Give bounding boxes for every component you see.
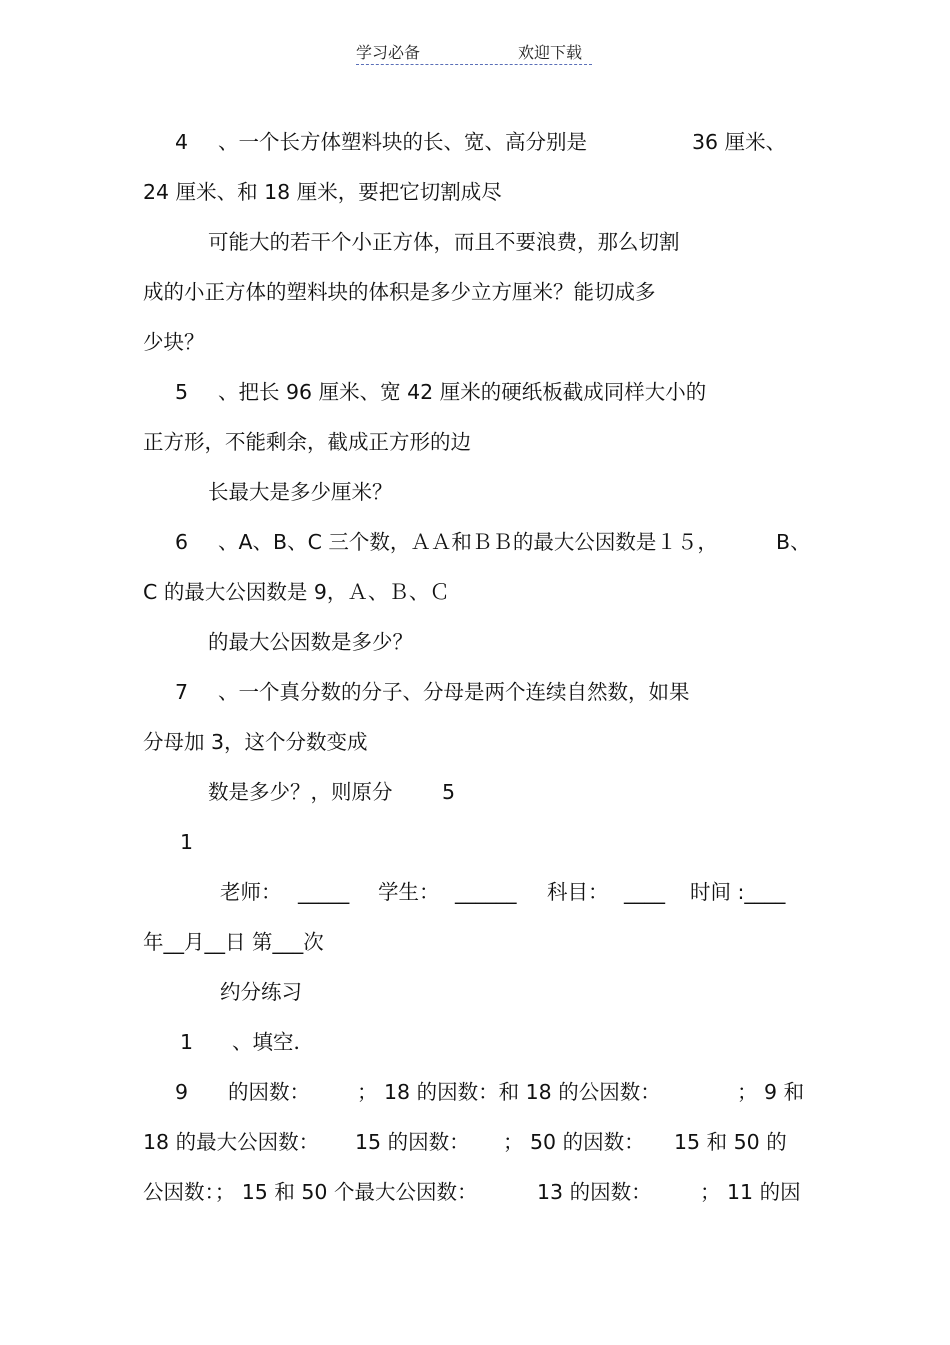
header-right-text: 欢迎下载 xyxy=(518,43,583,62)
fill-in-line-3 xyxy=(0,1178,950,1208)
problem-number: 5 xyxy=(175,380,189,404)
problem-text: B、 xyxy=(776,530,811,554)
problem-4-line-3 xyxy=(0,228,950,258)
problem-5-line-2 xyxy=(0,428,950,458)
problem-text: 18 的最大公因数： xyxy=(143,1130,320,1154)
time-label: 时间 :____ xyxy=(690,880,786,904)
problem-7-line-1 xyxy=(0,678,950,708)
problem-4-line-4 xyxy=(0,278,950,308)
problem-number: 7 xyxy=(175,680,189,704)
problem-4-line-1 xyxy=(0,128,950,158)
problem-text: 公因数：； 15 和 50 个最大公因数： xyxy=(143,1180,478,1204)
problem-text: 、一个长方体塑料块的长、宽、高分别是 xyxy=(218,130,587,154)
problem-text: 1 xyxy=(180,830,194,854)
section-title-text: 约分练习 xyxy=(220,980,302,1004)
problem-text: 、一个真分数的分子、分母是两个连续自然数，如果 xyxy=(218,680,690,704)
problem-text: 正方形，不能剩余，截成正方形的边 xyxy=(143,430,471,454)
problem-text: 5 xyxy=(442,780,456,804)
problem-5-line-3 xyxy=(0,478,950,508)
page-header xyxy=(356,40,592,66)
problem-text: 分母加 3，这个分数变成 xyxy=(143,730,368,754)
problem-7-line-4 xyxy=(0,828,950,858)
problem-text: 、把长 96 厘米、宽 42 厘米的硬纸板截成同样大小的 xyxy=(218,380,707,404)
problem-text: 、填空． xyxy=(232,1030,314,1054)
problem-text: 少块？ xyxy=(143,330,205,354)
problem-5-line-1 xyxy=(0,378,950,408)
problem-number: 6 xyxy=(175,530,189,554)
problem-text: ； 9 和 xyxy=(737,1080,805,1104)
teacher-label: 老师： xyxy=(220,880,282,904)
problem-text: 9 xyxy=(175,1080,189,1104)
problem-text: C 的最大公因数是 9，Ａ、Ｂ、Ｃ xyxy=(143,580,450,604)
problem-6-line-3 xyxy=(0,628,950,658)
header-left-text: 学习必备 xyxy=(356,43,421,62)
header-divider xyxy=(356,64,592,65)
problem-text: 长最大是多少厘米？ xyxy=(208,480,393,504)
problem-text: 24 厘米、和 18 厘米，要把它切割成尽 xyxy=(143,180,502,204)
date-text: 年__月__日 第___次 xyxy=(143,930,324,954)
problem-7-line-3 xyxy=(0,778,950,808)
fill-in-heading xyxy=(0,1028,950,1058)
problem-4-line-5 xyxy=(0,328,950,358)
fill-in-line-2 xyxy=(0,1128,950,1158)
problem-number: 1 xyxy=(180,1030,194,1054)
problem-text: 可能大的若干个小正方体，而且不要浪费，那么切割 xyxy=(208,230,680,254)
subject-label: 科目： xyxy=(547,880,609,904)
problem-text: 36 厘米、 xyxy=(692,130,787,154)
problem-text: 15 和 50 的 xyxy=(674,1130,787,1154)
problem-6-line-2 xyxy=(0,578,950,608)
problem-text: 15 的因数： xyxy=(355,1130,470,1154)
student-blank: ______ xyxy=(455,880,517,904)
section-title xyxy=(0,978,950,1008)
problem-text: ； 50 的因数： xyxy=(503,1130,645,1154)
problem-number: 4 xyxy=(175,130,189,154)
problem-7-line-2 xyxy=(0,728,950,758)
subject-blank: ____ xyxy=(624,880,665,904)
problem-4-line-2 xyxy=(0,178,950,208)
fill-in-line-1 xyxy=(0,1078,950,1108)
problem-text: 13 的因数： xyxy=(537,1180,652,1204)
problem-text: 数是多少？，则原分 xyxy=(208,780,393,804)
problem-6-line-1 xyxy=(0,528,950,558)
problem-text: 的因数： xyxy=(228,1080,310,1104)
problem-text: 的最大公因数是多少？ xyxy=(208,630,413,654)
student-label: 学生： xyxy=(378,880,440,904)
date-row xyxy=(0,928,950,958)
problem-text: ； 11 的因 xyxy=(700,1180,801,1204)
problem-text: 、A、B、C 三个数，ＡＡ和ＢＢ的最大公因数是１５， xyxy=(218,530,718,554)
teacher-blank: _____ xyxy=(298,880,350,904)
problem-text: ； 18 的因数：和 18 的公因数： xyxy=(357,1080,661,1104)
teacher-info-row xyxy=(0,878,950,908)
problem-text: 成的小正方体的塑料块的体积是多少立方厘米？能切成多 xyxy=(143,280,656,304)
